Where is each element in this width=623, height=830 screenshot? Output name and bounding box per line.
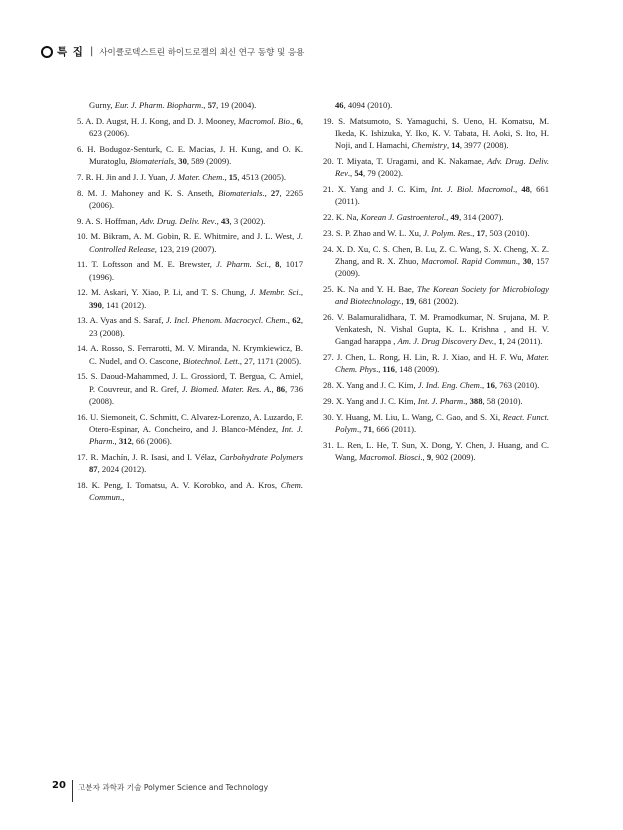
volume-text: 43 bbox=[220, 215, 230, 226]
reference-text: ., bbox=[269, 383, 277, 394]
reference-text: 9. A. S. Hoffman, bbox=[77, 215, 140, 226]
reference-item bbox=[323, 311, 549, 348]
volume-text: 46 bbox=[335, 100, 344, 110]
volume-text: 9 bbox=[426, 451, 432, 462]
section-label: 특 집 bbox=[57, 46, 84, 58]
reference-item bbox=[77, 215, 303, 227]
references-right-column bbox=[323, 99, 549, 467]
volume-text: 86 bbox=[276, 383, 286, 394]
reference-text: ., bbox=[470, 227, 477, 238]
reference-text: 24. X. D. Xu, C. S. Chen, B. Lu, Z. C. Wang, S. X. Cheng, X. Z. Zhang, and R. X. Zhuo, bbox=[323, 243, 549, 266]
journal-name-text: Chem. Commun bbox=[89, 479, 303, 502]
reference-text: ., bbox=[262, 187, 271, 198]
reference-text: ., bbox=[512, 184, 522, 194]
volume-text: 87 bbox=[89, 464, 98, 474]
volume-text: 116 bbox=[382, 364, 395, 375]
journal-name-text: Macromol. Rapid Commun bbox=[421, 255, 516, 266]
reference-text: ., bbox=[112, 436, 119, 446]
reference-text: , bbox=[446, 212, 451, 222]
reference-item bbox=[77, 286, 303, 310]
reference-text: , 66 (2006). bbox=[131, 436, 172, 446]
reference-text: ., bbox=[298, 287, 303, 298]
reference-item bbox=[323, 411, 549, 435]
reference-text: , 503 (2010). bbox=[485, 227, 530, 238]
references-left-column bbox=[77, 99, 303, 507]
reference-text: 20. T. Miyata, T. Uragami, and K. Nakamae, bbox=[323, 156, 488, 166]
reference-text: ., bbox=[479, 380, 487, 390]
volume-text: 16 bbox=[486, 380, 495, 390]
reference-text: 28. X. Yang and J. C. Kim, bbox=[323, 380, 418, 390]
reference-text: , 3 (2002). bbox=[229, 215, 266, 226]
reference-text: ., bbox=[420, 451, 427, 462]
journal-name: 고분자 과학과 기술 Polymer Science and Technology bbox=[77, 783, 269, 792]
reference-text: , 4094 (2010). bbox=[343, 100, 393, 110]
reference-text: 19. S. Matsumoto, S. Yamaguchi, S. Ueno, H. Komatsu, M. Ikeda, K. Ishizuka, Y. Iko, K. V. Tabata, H. Aoki, S. Ito, H. Noji, and I. Hamachi, bbox=[323, 115, 549, 151]
volume-text: 14 bbox=[451, 140, 460, 151]
volume-text: 62 bbox=[292, 315, 301, 326]
volume-text: 1 bbox=[498, 336, 503, 347]
journal-name-text: Int. J. Pharm bbox=[417, 395, 464, 406]
reference-text: , 19 (2004). bbox=[216, 100, 257, 110]
journal-name-text: J. Biomed. Mater. Res. A bbox=[181, 383, 270, 394]
reference-text: 7. R. H. Jin and J. J. Yuan, bbox=[77, 171, 170, 182]
reference-item bbox=[77, 342, 303, 366]
reference-text: ., bbox=[289, 115, 297, 126]
journal-name-text: Int. J. Biol. Macromol bbox=[431, 184, 513, 194]
reference-text: ., bbox=[463, 395, 470, 406]
reference-item bbox=[77, 143, 303, 167]
reference-text: , bbox=[173, 156, 179, 166]
reference-text: 12. M. Askari, Y. Xiao, P. Li, and T. S. Chung, bbox=[77, 287, 250, 298]
reference-item bbox=[323, 211, 549, 223]
journal-name-text: The Korean Society for Microbiology and Biotechnology. bbox=[335, 283, 549, 306]
reference-text: , 23 (2008). bbox=[89, 315, 303, 338]
journal-name-text: Biomaterials bbox=[218, 187, 263, 198]
header-separator: | bbox=[89, 46, 94, 57]
reference-text: , 589 (2009). bbox=[186, 156, 232, 166]
reference-text: 31. L. Ren, L. He, T. Sun, X. Dong, Y. Chen, J. Huang, and C. Wang, bbox=[323, 439, 549, 462]
reference-text: ., bbox=[214, 215, 221, 226]
reference-item bbox=[323, 227, 549, 239]
reference-text: , 1017 (1996). bbox=[89, 259, 303, 282]
reference-text: 15. S. Daoud-Mahammed, J. L. Grossiord, T. Bergua, C. Amiel, P. Couvreur, and R. Gref, bbox=[77, 371, 303, 394]
reference-text: 8. M. J. Mahoney and K. S. Anseth, bbox=[77, 187, 219, 198]
reference-text: ., bbox=[222, 171, 229, 182]
reference-text: , 902 (2009). bbox=[431, 451, 476, 462]
volume-text: 48 bbox=[521, 184, 530, 194]
journal-name-text: Eur. J. Pharm. Biopharm bbox=[114, 100, 202, 110]
volume-text: 8 bbox=[275, 259, 280, 270]
reference-item bbox=[77, 451, 303, 475]
reference-item bbox=[77, 411, 303, 448]
volume-text: 312 bbox=[118, 436, 132, 446]
reference-text: ., bbox=[515, 255, 523, 266]
volume-text: 71 bbox=[363, 423, 373, 434]
volume-text: 27 bbox=[270, 187, 280, 198]
reference-text: , bbox=[494, 336, 499, 347]
journal-name-text: J. Mater. Chem bbox=[169, 171, 223, 182]
reference-text: , 24 (2011). bbox=[502, 336, 543, 347]
reference-text: 14. A. Rosso, S. Ferrarotti, M. V. Miranda, N. Krymkiewicz, B. C. Nudel, and O. Cascone, bbox=[77, 343, 303, 366]
journal-name-text: Carbohydrate Polymers bbox=[219, 451, 303, 462]
reference-text: , bbox=[446, 140, 452, 151]
journal-name-text: J. Membr. Sci bbox=[249, 287, 299, 298]
journal-name-text: J. Polym. Res bbox=[423, 227, 471, 238]
reference-item bbox=[77, 115, 303, 139]
volume-text: 54 bbox=[354, 168, 363, 179]
reference-item bbox=[323, 395, 549, 407]
journal-name-text: Am. J. Drug Discovery Dev. bbox=[397, 336, 495, 347]
reference-text: 18. K. Peng, I. Tomatsu, A. V. Korobko, and A. Kros, bbox=[77, 479, 281, 490]
reference-item bbox=[77, 230, 303, 254]
circle-bullet-icon bbox=[41, 46, 53, 58]
reference-text: , 79 (2002). bbox=[362, 168, 404, 179]
reference-text: 23. S. P. Zhao and W. L. Xu, bbox=[323, 227, 424, 238]
journal-name-text: Korean J. Gastroenterol. bbox=[360, 212, 447, 222]
running-header bbox=[41, 44, 304, 59]
reference-text: ., bbox=[347, 168, 355, 179]
reference-item bbox=[77, 171, 303, 183]
reference-text: 11. T. Loftsson and M. E. Brewster, bbox=[77, 259, 217, 270]
reference-text: Gurny, bbox=[89, 100, 115, 110]
reference-item bbox=[77, 99, 303, 111]
journal-name-text: React. Funct. Polym bbox=[335, 411, 549, 434]
journal-name-text: J. Controlled Release bbox=[89, 231, 303, 254]
journal-name-text: J. Incl. Phenom. Macrocycl. Chem bbox=[165, 315, 286, 326]
reference-item bbox=[323, 183, 549, 207]
volume-text: 390 bbox=[89, 299, 102, 310]
reference-text: , 123, 219 (2007). bbox=[154, 243, 217, 254]
reference-text: 5. A. D. Augst, H. J. Kong, and D. J. Mooney, bbox=[77, 115, 239, 126]
reference-text: 13. A. Vyas and S. Saraf, bbox=[77, 315, 166, 326]
reference-text: ., bbox=[376, 364, 383, 375]
reference-text: 16. U. Siemoneit, C. Schmitt, C. Alvarez-Lorenzo, A. Luzardo, F. Otero-Espinar, A. Concheiro, and J. Blanco-Méndez, bbox=[77, 411, 303, 434]
volume-text: 17 bbox=[476, 227, 486, 238]
reference-text: 10. M. Bikram, A. M. Gobin, R. E. Whitmire, and J. L. West, bbox=[77, 231, 298, 242]
journal-name-text: Biomaterials bbox=[129, 156, 174, 166]
reference-text: ., bbox=[356, 423, 364, 434]
reference-text: , 666 (2011). bbox=[372, 423, 417, 434]
reference-item bbox=[323, 351, 549, 375]
reference-text: 21. X. Yang and J. C. Kim, bbox=[323, 184, 432, 194]
reference-item bbox=[323, 243, 549, 280]
journal-name-text: Adv. Drug. Deliv. Rev bbox=[139, 215, 215, 226]
volume-text: 388 bbox=[469, 395, 483, 406]
volume-text: 30 bbox=[522, 255, 532, 266]
reference-text: ., 27, 1171 (2005). bbox=[237, 355, 302, 366]
journal-name-text: Int. J. Pharm bbox=[89, 423, 303, 446]
reference-text: 25. K. Na and Y. H. Bae, bbox=[323, 283, 417, 294]
reference-item bbox=[77, 258, 303, 282]
journal-name-text: Biotechnol. Lett bbox=[182, 355, 238, 366]
journal-name-text: Mater. Chem. Phys bbox=[335, 352, 549, 375]
reference-text: 27. J. Chen, L. Rong, H. Lin, R. J. Xiao, and H. F. Wu, bbox=[323, 352, 527, 362]
reference-text: , 314 (2007). bbox=[459, 212, 504, 222]
reference-text: 26. V. Balamuralidhara, T. M. Pramodkumar, N. Srujana, M. P. Venkatesh, N. Vishal Gupta, K. L. Krishna , and H. V. Gangad harappa , bbox=[323, 311, 549, 347]
reference-text: ., bbox=[285, 315, 293, 326]
journal-name-text: J. Ind. Eng. Chem bbox=[417, 380, 480, 390]
volume-text: 57 bbox=[207, 100, 217, 110]
journal-name-text: Macromol. Bio bbox=[238, 115, 290, 126]
reference-text: 6. H. Bodugoz-Senturk, C. E. Macias, J. H. Kung, and O. K. Muratoglu, bbox=[77, 143, 303, 166]
reference-text: , 623 (2006). bbox=[89, 115, 303, 138]
reference-text: , 736 (2008). bbox=[89, 383, 303, 406]
volume-text: 19 bbox=[405, 296, 415, 306]
reference-text: ., bbox=[120, 492, 125, 502]
reference-text: , bbox=[401, 296, 406, 306]
reference-text: , 58 (2010). bbox=[482, 395, 523, 406]
journal-name-text: Macromol. Biosci bbox=[359, 451, 421, 462]
reference-item bbox=[77, 479, 303, 503]
reference-text: 30. Y. Huang, M. Liu, L. Wang, C. Gao, and S. Xi, bbox=[323, 411, 503, 422]
reference-item bbox=[77, 187, 303, 211]
reference-item bbox=[323, 439, 549, 463]
journal-name-text: Adv. Drug. Deliv. Rev bbox=[335, 156, 549, 179]
reference-text: 29. X. Yang and J. C. Kim, bbox=[323, 395, 418, 406]
article-title: 사이클로덱스트린 하이드로겔의 최신 연구 동향 및 응용 bbox=[99, 47, 305, 58]
reference-text: , 763 (2010). bbox=[494, 380, 540, 390]
reference-item bbox=[323, 283, 549, 307]
reference-text: , 2024 (2012). bbox=[97, 464, 147, 474]
journal-name-text: Chemistry bbox=[411, 140, 447, 151]
reference-text: ., bbox=[201, 100, 208, 110]
page-footer bbox=[52, 780, 268, 802]
volume-text: 30 bbox=[178, 156, 187, 166]
reference-item bbox=[323, 99, 549, 111]
volume-text: 15 bbox=[228, 171, 238, 182]
reference-text: , 681 (2002). bbox=[414, 296, 459, 306]
reference-text: , 3977 (2008). bbox=[459, 140, 509, 151]
reference-item bbox=[323, 379, 549, 391]
reference-text: , 4513 (2005). bbox=[237, 171, 287, 182]
reference-text: 22. K. Na, bbox=[323, 212, 361, 222]
reference-text: , 2265 (2006). bbox=[89, 187, 303, 210]
reference-text: , 141 (2012). bbox=[101, 299, 147, 310]
journal-name-text: J. Pharm. Sci bbox=[216, 259, 267, 270]
reference-text: 17. R. Machín, J. R. Isasi, and I. Vélaz, bbox=[77, 451, 220, 462]
reference-item bbox=[77, 314, 303, 338]
reference-item bbox=[77, 370, 303, 407]
reference-item bbox=[323, 155, 549, 179]
page-number: 20 bbox=[52, 780, 66, 791]
volume-text: 6 bbox=[296, 115, 301, 126]
reference-item bbox=[323, 115, 549, 152]
reference-text: , 148 (2009). bbox=[394, 364, 440, 375]
volume-text: 49 bbox=[450, 212, 460, 222]
footer-divider bbox=[72, 780, 73, 802]
reference-text: ., bbox=[266, 259, 276, 270]
reference-text: , 661 (2011). bbox=[335, 184, 550, 207]
reference-text: , 157 (2009). bbox=[335, 255, 550, 278]
